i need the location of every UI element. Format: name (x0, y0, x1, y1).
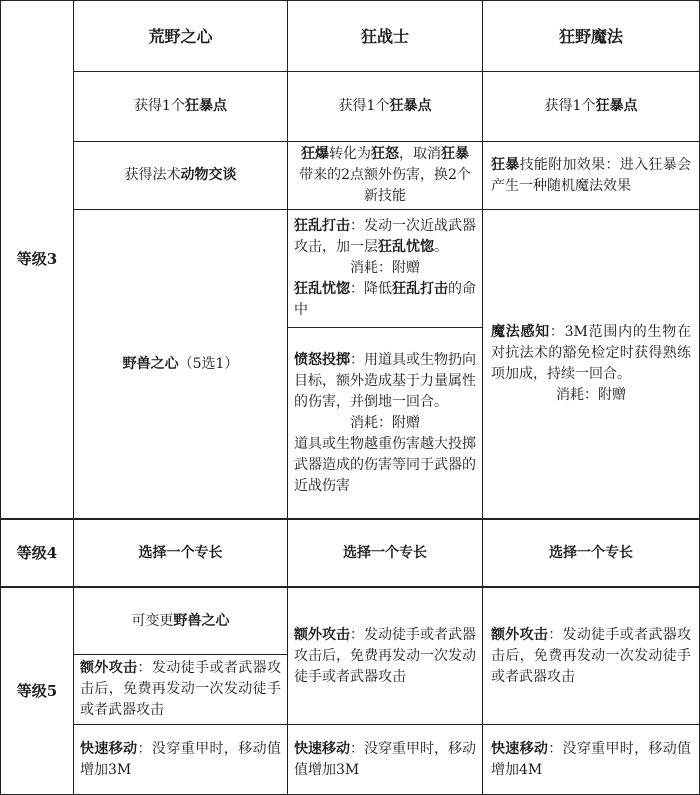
cell-rage-point-wild-magic: 获得1个狂暴点 (544, 98, 638, 114)
cell-fast-move-wild-heart: 快速移动：没穿重甲时，移动值增加3M (80, 740, 282, 778)
cell-frenzy-strike: 狂乱打击：发动一次近战武器攻击，加一层狂乱忧惚。 消耗：附赠 狂乱忧惚：降低狂乱打击的命中 (294, 218, 476, 318)
cell-rage-point-wild-heart: 获得1个狂暴点 (134, 98, 227, 114)
cell-extra-attack-berserker: 额外攻击：发动徒手或者武器攻击后，免费再发动一次发动徒手或者武器攻击 (294, 626, 476, 685)
level-4-label: 等级4 (16, 543, 58, 562)
cell-extra-attack-wild-magic: 额外攻击：发动徒手或者武器攻击后，免费再发动一次发动徒手或者武器攻击 (491, 626, 692, 685)
cost-label: 消耗：附赠 (350, 414, 420, 431)
column-header-berserker: 狂战士 (360, 26, 409, 46)
cell-rage-throw: 愤怒投掷：用道具或生物扔向目标，额外造成基于力量属性的伤害，并倒地一回合。 消耗：附赠 道具或生物越重伤害越大投掷武器造成的伤害等同于武器的近战伤害 (288, 328, 482, 518)
level-5-label: 等级5 (16, 681, 58, 700)
cell-feat-wild-heart: 选择一个专长 (138, 544, 223, 561)
cost-label: 消耗：附赠 (350, 260, 420, 276)
rage-throw-note: 道具或生物越重伤害越大投掷武器造成的伤害等同于武器的近战伤害 (294, 435, 476, 494)
column-header-wild-heart: 荒野之心 (148, 26, 213, 46)
cell-extra-attack-wild-heart: 额外攻击：发动徒手或者武器攻击后，免费再发动一次发动徒手或者武器攻击 (80, 660, 282, 718)
cell-animal-speech: 获得法术动物交谈 (124, 167, 237, 183)
cell-change-beast-heart: 可变更野兽之心 (131, 612, 230, 629)
cell-frenzy-to-rage: 狂爆转化为狂怒，取消狂暴带来的2点额外伤害，换2个新技能 (299, 146, 471, 204)
cell-feat-wild-magic: 选择一个专长 (549, 544, 633, 561)
cell-beast-heart: 野兽之心（5选1） (122, 355, 239, 372)
level-3-label: 等级3 (16, 250, 58, 268)
cell-feat-berserker: 选择一个专长 (343, 544, 427, 561)
cell-rage-point-berserker: 获得1个狂暴点 (338, 98, 432, 114)
column-header-wild-magic: 狂野魔法 (558, 26, 623, 46)
cost-label: 消耗：附赠 (556, 387, 626, 403)
cell-fast-move-wild-magic: 快速移动：没穿重甲时，移动值增加4M (491, 740, 692, 778)
cell-wild-magic-effect: 狂暴技能附加效果：进入狂暴会产生一种随机魔法效果 (491, 156, 692, 194)
cell-magic-sense: 魔法感知：3M范围内的生物在对抗法术的豁免检定时获得熟练项加成，持续一回合。 消耗：附赠 (483, 210, 699, 518)
cell-fast-move-berserker: 快速移动：没穿重甲时，移动值增加3M (294, 740, 476, 778)
